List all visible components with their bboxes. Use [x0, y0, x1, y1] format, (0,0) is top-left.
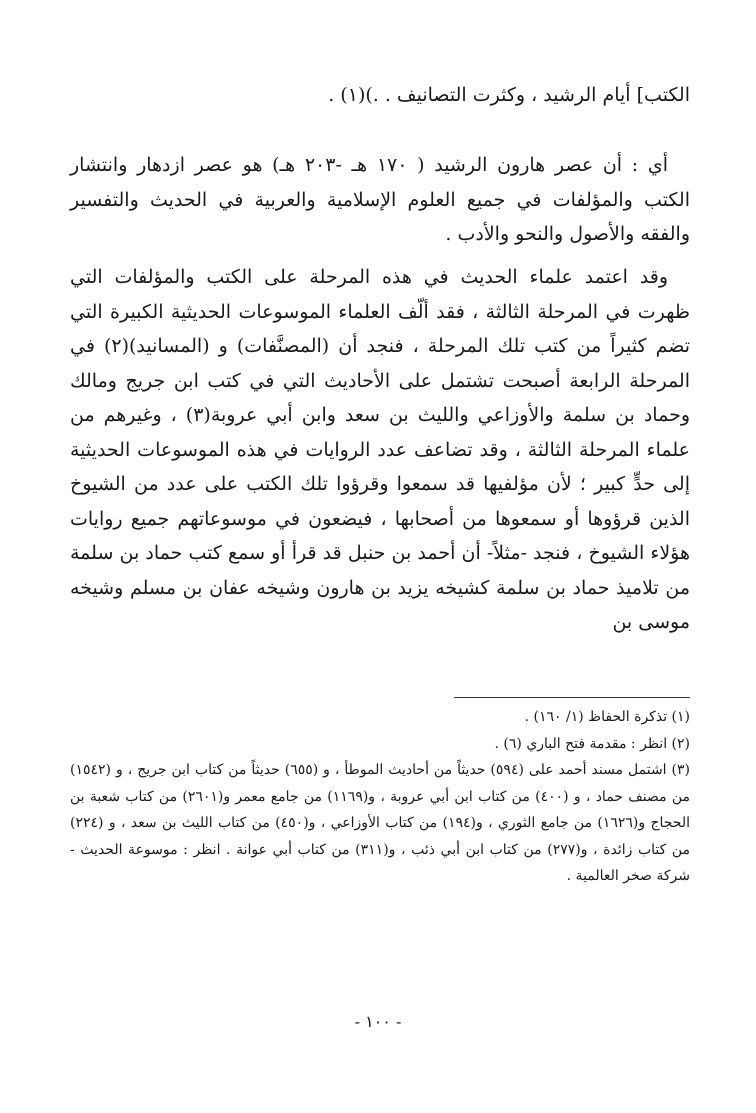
body-paragraph-continuation: الكتب] أيام الرشيد ، وكثرت التصانيف . .)(١) . [328, 84, 690, 106]
footnote-3: (٣) اشتمل مسند أحمد على (٥٩٤) حديثاً من أحاديث الموطأ ، و (٦٥٥) حديثاً من كتاب ابن جريج ، و (١٥٤٢) من مصنف حماد ، و (٤٠٠) من كتاب ابن أبي عروبة ، و(١١٦٩) من جامع معمر و(٢٦٠١) من كتاب شعبة بن الحجاج و(١٦٢٦) من جامع الثوري ، و(١٩٤) من كتاب الأوزاعي ، و(٤٥٠) من كتاب الليث بن سعد ، و (٢٢٤) من كتاب زائدة ، و(٢٧٧) من كتاب ابن أبي ذئب ، و(٣١١) من كتاب أبي عوانة . انظر : موسوعة الحديث - شركة صخر العالمية . [70, 762, 691, 884]
body-paragraph-fourth-stage: وقد اعتمد علماء الحديث في هذه المرحلة على الكتب والمؤلفات التي ظهرت في المرحلة الثالثة ، فقد ألّف العلماء الموسوعات الحديثية الكبيرة التي تضم كثيراً من كتب تلك المرحلة ، فنجد أن (المصنَّفات) و (المسانيد)(٢) في المرحلة الرابعة أصبحت تشتمل على الأحاديث التي في كتب ابن جريج ومالك وحماد بن سلمة والأوزاعي والليث بن سعد وابن أبي عروبة(٣) ، وغيرهم من علماء المرحلة الثالثة ، وقد تضاعف عدد الروايات في هذه الموسوعات الحديثية إلى حدٍّ كبير ؛ لأن مؤلفيها قد سمعوا وقرؤوا تلك الكتب على عدد من الشيوخ الذين قرؤوها أو سمعوها من أصحابها ، فيضعون في موسوعاتهم جميع روايات هؤلاء الشيوخ ، فنجد -مثلاً- أن أحمد بن حنبل قد قرأ أو سمع كتب حماد بن سلمة من تلاميذ حماد بن سلمة كشيخه يزيد بن هارون وشيخه عفان بن مسلم وشيخه موسى بن [70, 266, 691, 633]
footnotes [70, 704, 690, 890]
page-number: - ١٠٠ - [354, 1012, 402, 1031]
footnote-separator [454, 697, 690, 698]
footnote-1: (١) تذكرة الحفاظ (١/ ١٦٠) . [524, 709, 690, 725]
body-paragraph-harun-era: أي : أن عصر هارون الرشيد ( ١٧٠ هـ -٢٠٣ هـ) هو عصر ازدهار وانتشار الكتب والمؤلفات في جميع العلوم الإسلامية والعربية في الحديث والتفسير والفقه والأصول والنحو والأدب . [70, 154, 690, 245]
footnote-2: (٢) انظر : مقدمة فتح الباري (٦) . [494, 735, 690, 752]
